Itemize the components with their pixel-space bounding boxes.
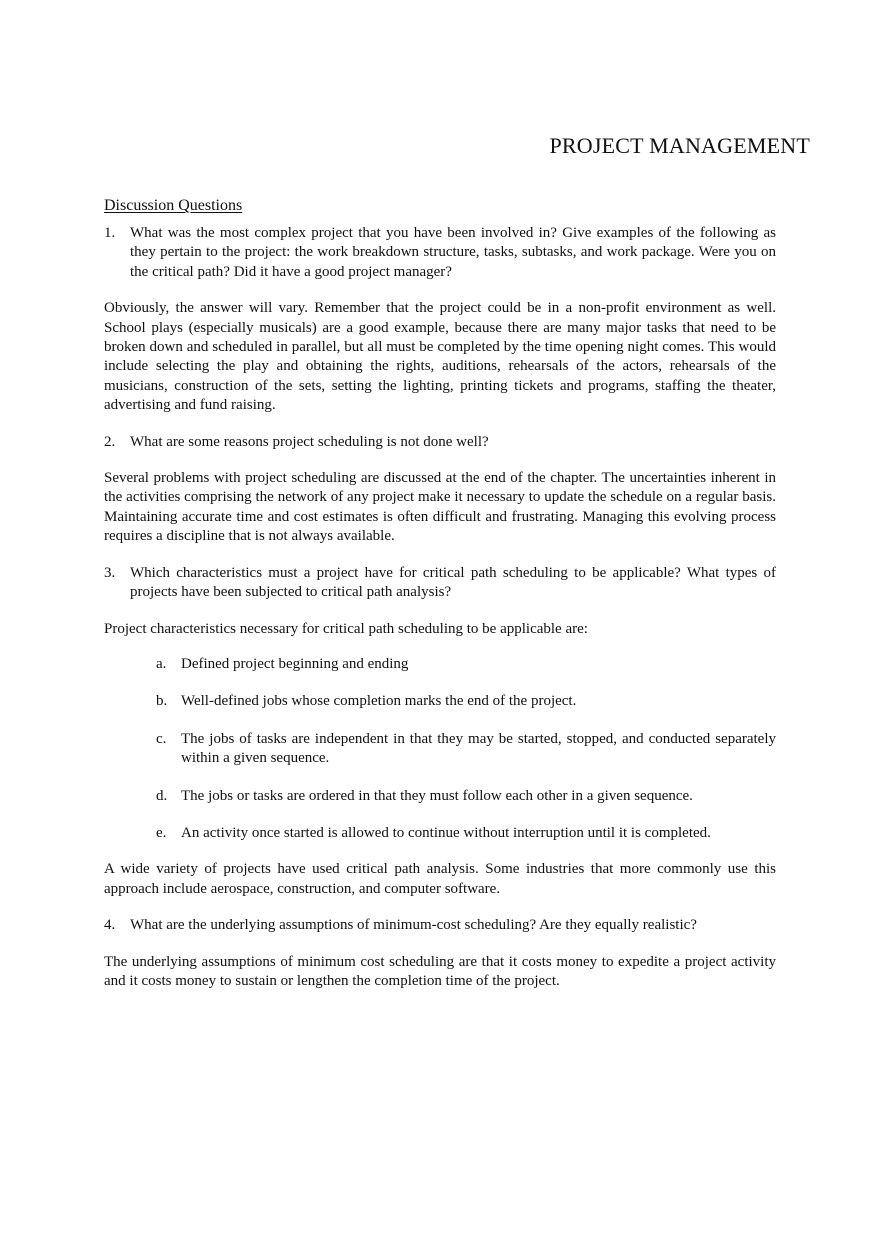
list-item-text: An activity once started is allowed to continue without interruption until it is completed. [181,824,711,841]
list-item [104,824,776,843]
list-item [104,692,776,711]
answer-2: Several problems with project scheduling are discussed at the end of the chapter. The uncertainties inherent in the activities comprising the network of any project make it necessary to update the schedule on a regular basis. Maintaining accurate time and cost estimates is often difficult and frustrating. Managing this evolving process requires a discipline that is not always available. [104,470,776,545]
list-item [104,655,776,674]
list-item-text: Defined project beginning and ending [181,655,409,672]
question-2 [104,433,776,452]
answer-1: Obviously, the answer will vary. Remember that the project could be in a non-profit environment as well. School plays (especially musicals) are a good example, because there are many major tasks that need to be broken down and scheduled in parallel, but all must be completed by the time opening night comes. This would include selecting the play and obtaining the rights, auditions, rehearsals of the actors, rehearsals of the musicians, construction of the sets, setting the lighting, printing tickets and programs, staffing the theater, advertising and fund raising. [104,300,776,414]
answer-3-intro: Project characteristics necessary for critical path scheduling to be applicable are: [104,620,588,637]
section-heading: Discussion Questions [104,197,243,214]
question-number: 3. [104,564,116,581]
characteristics-list [104,655,776,843]
list-marker: c. [156,730,167,747]
question-3 [104,564,776,603]
document-body [104,196,776,991]
answer-4: The underlying assumptions of minimum cost scheduling are that it costs money to expedite a project activity and it costs money to sustain or lengthen the completion time of the project. [104,953,776,989]
list-item [104,787,776,806]
question-number: 1. [104,225,116,241]
list-marker: b. [156,693,168,710]
list-item-text: The jobs or tasks are ordered in that they must follow each other in a given sequence. [181,787,693,804]
question-text: What was the most complex project that you have been involved in? Give examples of the following as they pertain to the project: the work breakdown structure, tasks, subtasks, and work package. Were you on the critical path? Did it have a good project manager? [130,225,776,280]
question-text: Which characteristics must a project have for critical path scheduling to be applicable? What types of projects have been subjected to critical path analysis? [130,564,776,601]
question-1 [104,224,776,282]
question-text: What are the underlying assumptions of minimum-cost scheduling? Are they equally realistic? [130,917,697,934]
question-4 [104,916,776,935]
page-title: PROJECT MANAGEMENT [549,133,810,158]
question-number: 2. [104,433,116,450]
list-item-text: The jobs of tasks are independent in that they may be started, stopped, and conducted separately within a given sequence. [181,730,776,767]
question-text: What are some reasons project scheduling is not done well? [130,433,489,450]
answer-3-outro: A wide variety of projects have used critical path analysis. Some industries that more commonly use this approach include aerospace, construction, and computer software. [104,861,776,897]
question-number: 4. [104,917,116,934]
list-item-text: Well-defined jobs whose completion marks the end of the project. [181,693,577,710]
list-marker: e. [156,824,167,841]
list-marker: a. [156,655,167,672]
list-item [104,730,776,769]
list-marker: d. [156,787,168,804]
